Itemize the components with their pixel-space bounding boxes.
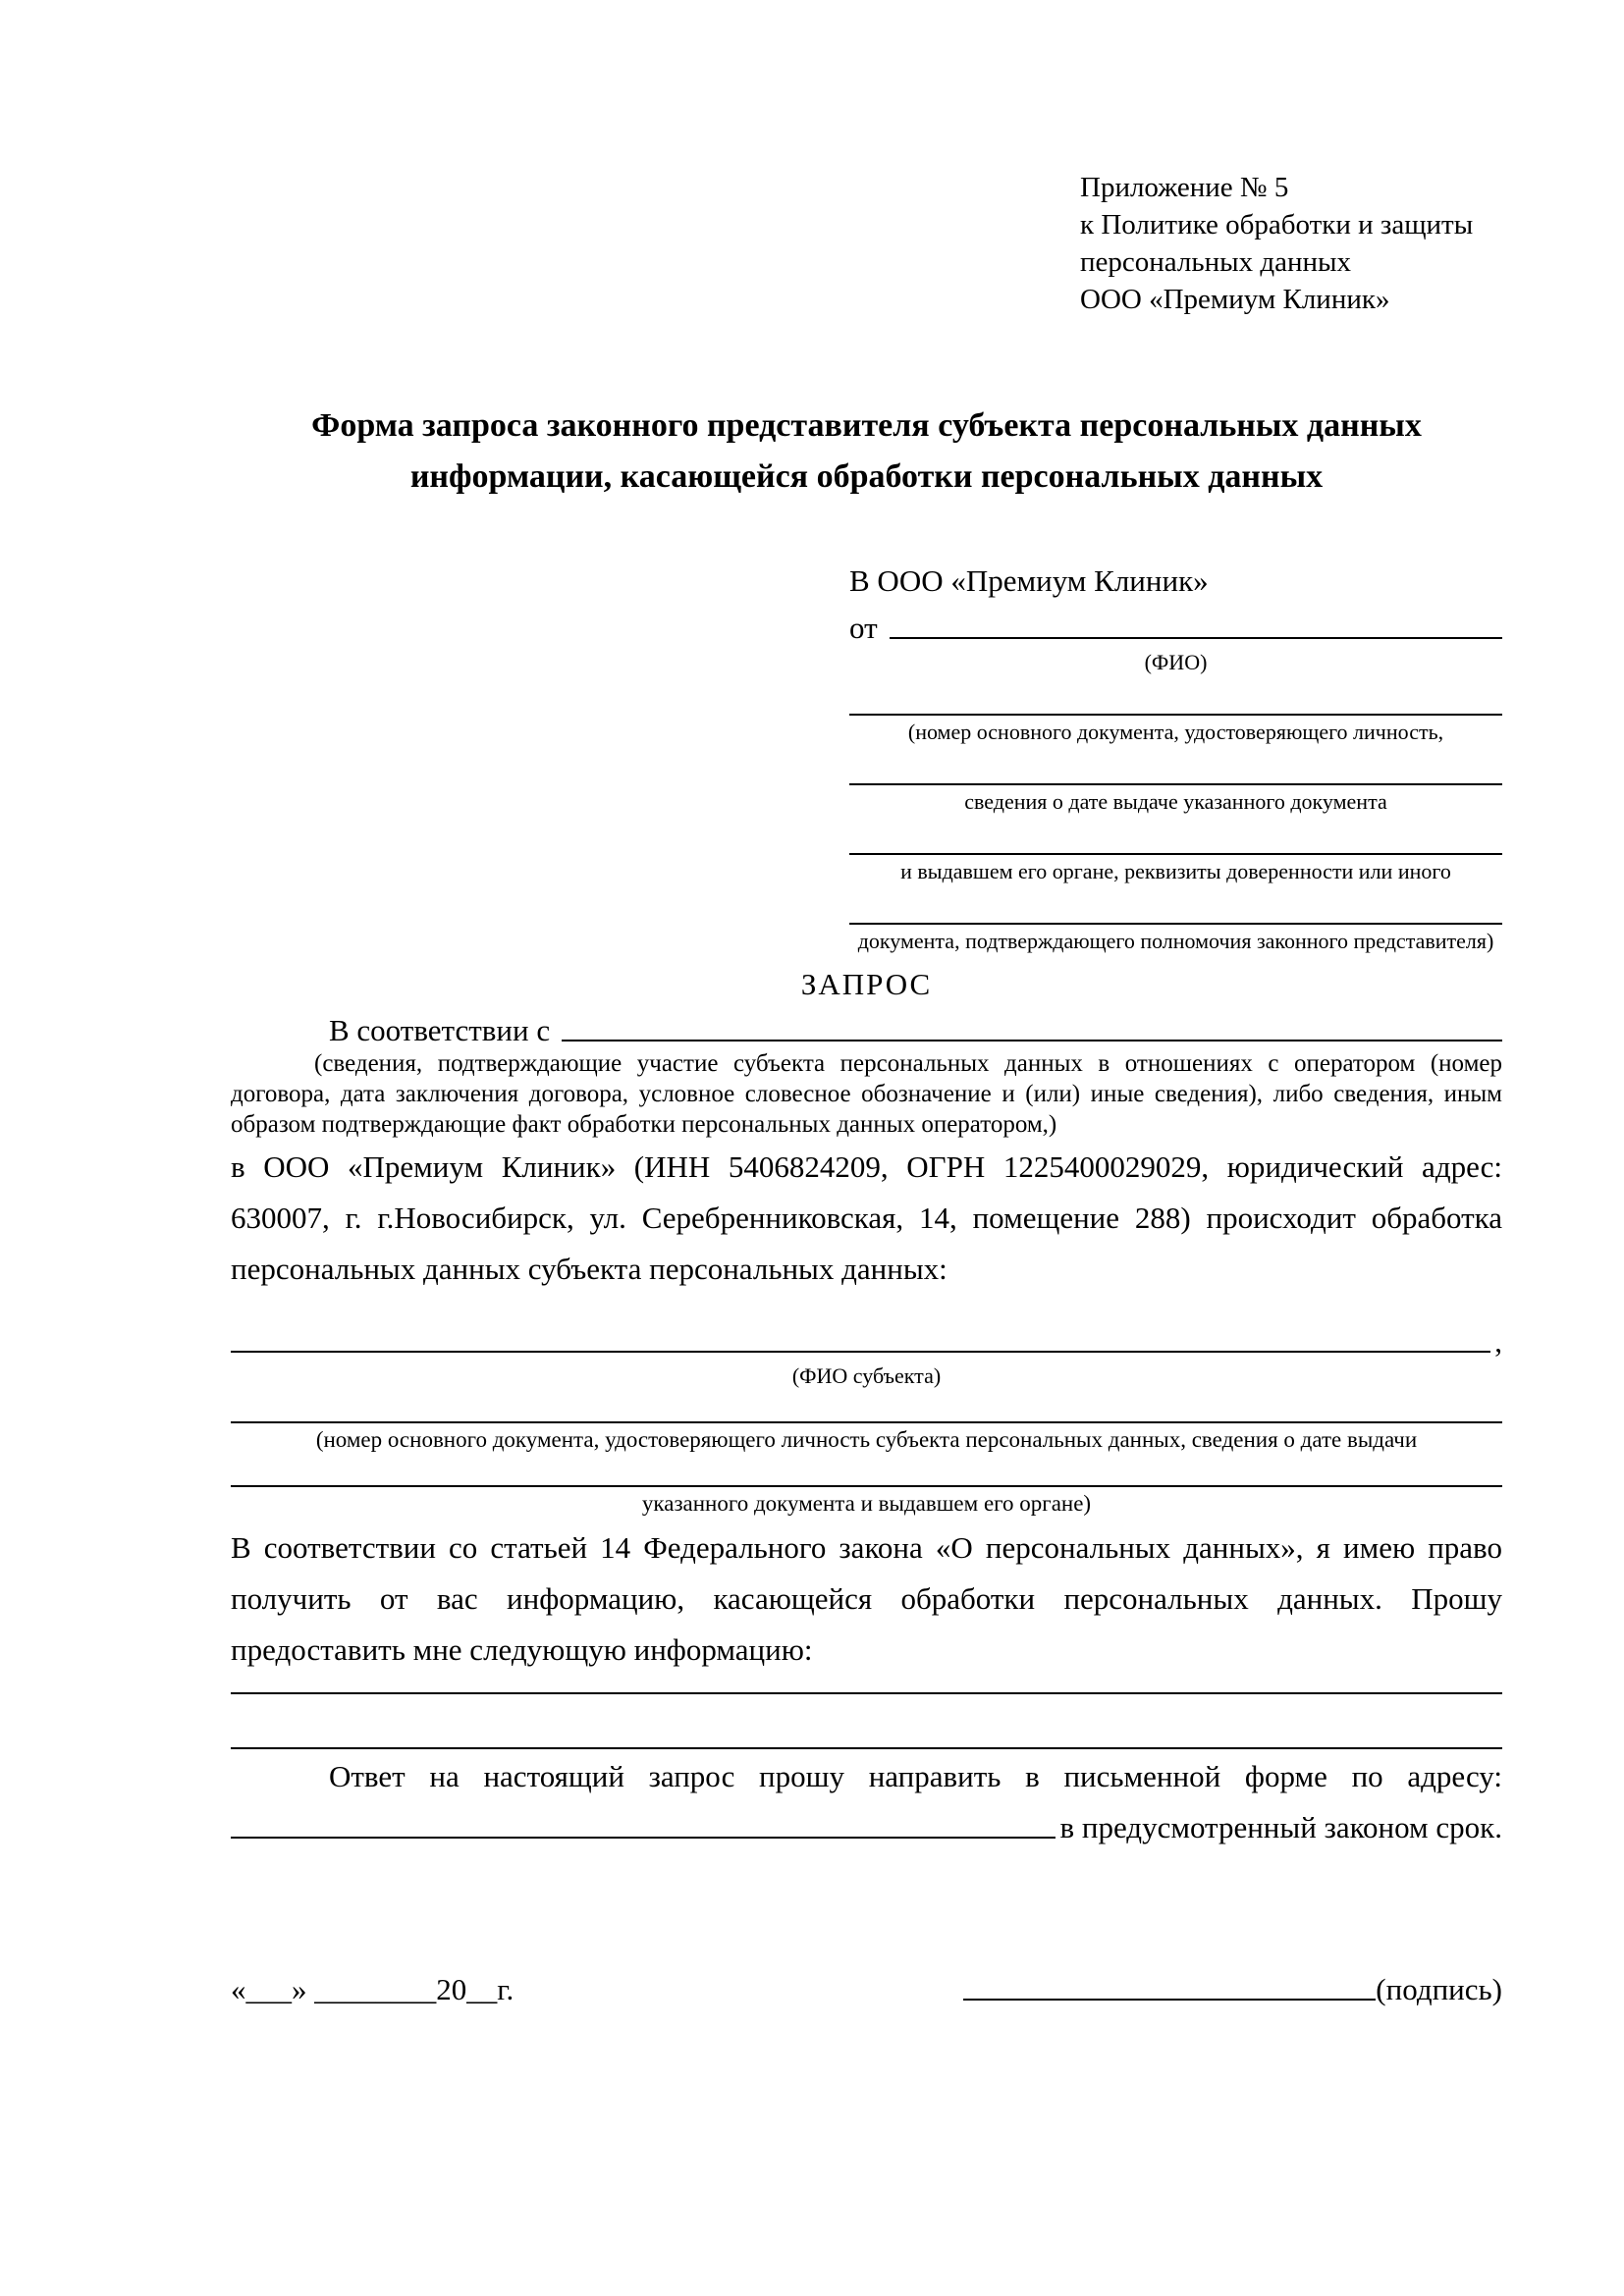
operator-paragraph: в ООО «Премиум Клиник» (ИНН 5406824209, ОГРН 1225400029029, юридический адрес: 630007, г. г.Новосибирск, ул. Серебренниковская, 14, помещение 288) происходит обработка персональных данных субъекта персональных данных: [231,1149,1502,1286]
law-paragraph: В соответствии со статьей 14 Федерального закона «О персональных данных», я имею право получить от вас информацию, касающейся обработки персональных данных. Прошу предоставить мне следующую информацию: [231,1530,1502,1667]
request-heading: ЗАПРОС [800,967,933,1001]
document-title-line: информации, касающейся обработки персональных данных [409,458,1324,495]
subject-doc-field [231,1484,1502,1519]
id-doc-field [849,782,1502,817]
field-caption: (номер основного документа, удостоверяющего личность, [907,720,1444,744]
field-caption: указанного документа и выдавшем его органе) [641,1491,1092,1516]
id-doc-field [849,713,1502,747]
field-line [231,1420,1502,1423]
subject-fio-line [231,1351,1490,1353]
accordance-label: В соответствии с [329,1013,551,1047]
field-line [849,782,1502,785]
answer-paragraph: Ответ на настоящий запрос прошу направить в письменной форме по адресу: [329,1759,1502,1793]
accordance-row [231,1005,1502,1048]
id-doc-field [849,852,1502,886]
field-line [849,852,1502,855]
field-caption: сведения о дате выдаче указанного документа [964,789,1387,814]
addressee-to: В ООО «Премиум Клиник» [849,563,1209,598]
field-caption: документа, подтверждающего полномочия законного представителя) [857,929,1494,953]
addressee-block [849,561,1502,956]
document-title-line: Форма запроса законного представителя субъекта персональных данных [311,407,1422,444]
date-blank: «___» ________20__г. [231,1972,514,2006]
accordance-caption: (сведения, подтверждающие участие субъекта персональных данных в отношениях с оператором (номер договора, дата заключения договора, условное словесное обозначение и (или) иные сведения), либо сведения, иным образом подтверждающие факт обработки персональных данных оператором,) [231,1050,1502,1138]
fio-caption: (ФИО) [1144,650,1208,674]
appendix-line: ООО «Премиум Клиник» [1080,284,1390,315]
document-title [231,400,1502,503]
address-row [231,1800,1502,1845]
signature-caption: (подпись) [1376,1972,1502,2006]
field-caption: (номер основного документа, удостоверяющего личность субъекта персональных данных, сведения о дате выдачи [315,1427,1418,1452]
field-line [231,1484,1502,1487]
blank-field-line [231,1691,1502,1694]
field-line [849,922,1502,925]
address-fill-line [231,1837,1056,1839]
from-row [849,601,1502,646]
from-label: от [849,611,878,645]
field-caption: и выдавшем его органе, реквизиты доверенности или иного [900,859,1451,883]
appendix-block [1080,169,1502,318]
signature-line [963,1961,1376,2001]
field-line [849,713,1502,716]
signature-block [963,1961,1502,2007]
deadline-text: в предусмотренный законом срок. [1059,1810,1502,1844]
appendix-line: персональных данных [1080,246,1352,278]
subject-fio-row [231,1320,1502,1360]
blank-field-line [231,1746,1502,1749]
subject-fio-caption: (ФИО субъекта) [791,1363,942,1388]
from-fill-line [890,637,1502,639]
appendix-line: Приложение № 5 [1080,172,1289,203]
accordance-fill-line [562,1040,1502,1041]
subject-doc-field [231,1420,1502,1455]
signature-row [231,1961,1502,2007]
appendix-line: к Политике обработки и защиты [1080,209,1474,240]
trailing-comma: , [1494,1324,1502,1359]
id-doc-field [849,922,1502,956]
